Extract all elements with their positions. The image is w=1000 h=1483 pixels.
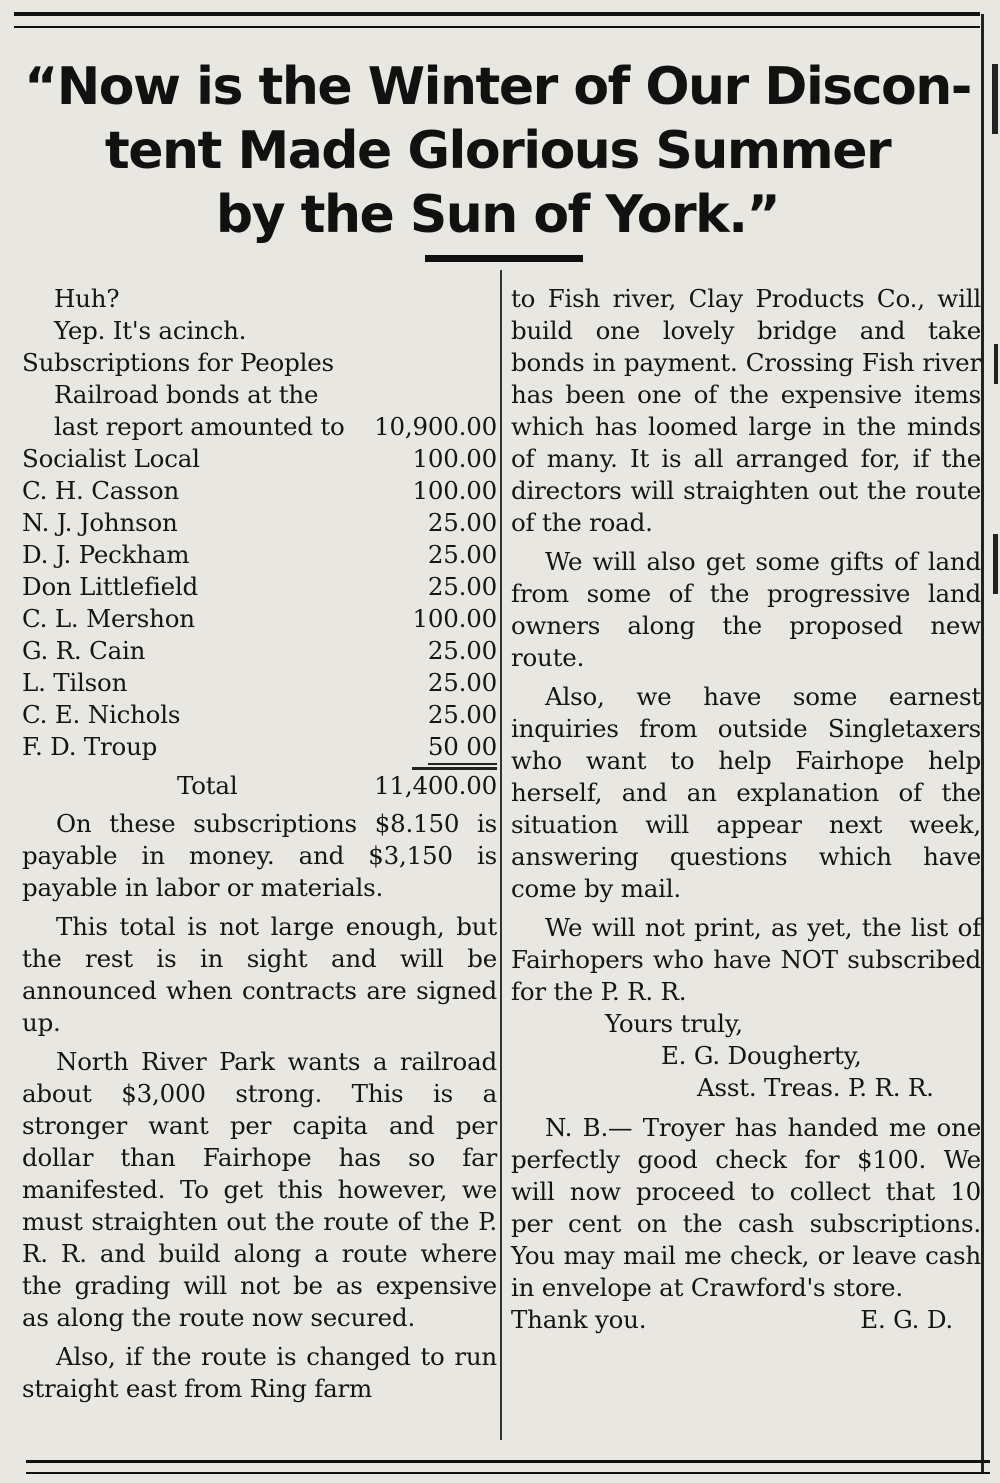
left-column	[22, 283, 497, 1412]
list-item	[22, 539, 497, 571]
subscriber-amount: 25.00	[427, 668, 497, 697]
paragraph: Also, if the route is changed to run straight east from Ring farm	[22, 1342, 497, 1403]
subscriber-amount: 50 00	[428, 731, 497, 765]
subscriber-name: C. H. Casson	[22, 476, 180, 505]
subscriber-name: L. Tilson	[22, 668, 128, 697]
subscriber-amount: 100.00	[412, 444, 497, 473]
subscriber-name: C. L. Mershon	[22, 604, 195, 633]
right-border-rule	[981, 14, 984, 1473]
intro-amount: 10,900.00	[374, 412, 497, 441]
signature-name: E. G. Dougherty,	[661, 1041, 862, 1070]
intro-line: Subscriptions for Peoples	[22, 348, 334, 377]
paragraph: to Fish river, Clay Products Co., will build one lovely bridge and take bonds in payment. Crossing Fish river has been one of the expensive items which has loomed large in the minds of many. It is all arranged for, if the directors will straighten out the route of the road.	[511, 284, 981, 537]
subscriber-name: N. J. Johnson	[22, 508, 178, 537]
top-border-rule-thin	[14, 26, 980, 28]
total-label: Total	[177, 771, 238, 800]
initials: E. G. D.	[860, 1305, 953, 1334]
subscriber-amount: 25.00	[427, 700, 497, 729]
nb-thanks: Thank you.	[511, 1305, 647, 1334]
opening-line: Huh?	[54, 284, 120, 313]
opening-line: Yep. It's acinch.	[54, 316, 247, 345]
list-item	[22, 731, 497, 765]
column-divider	[500, 270, 502, 1440]
paragraph: North River Park wants a railroad about $3,000 strong. This is a stronger want per capita and per dollar than Fairhope has so far manifested. To get this however, we must straighten out the route of the P. R. R. and build along a route where the grading will not be as expensive as along the route now secured.	[22, 1047, 497, 1332]
list-item	[22, 635, 497, 667]
paragraph: Also, we have some earnest inquiries from outside Singletaxers who want to help Fairhope help herself, and an explanation of the situation will appear next week, answering questions which have come by mail.	[511, 682, 981, 903]
nb-paragraph: N. B.— Troyer has handed me one perfectly good check for $100. We will now proceed to collect that 10 per cent on the cash subscriptions. You may mail me check, or leave cash in envelope at Crawford's store.	[511, 1113, 981, 1302]
intro-line: Railroad bonds at the	[54, 380, 319, 409]
subscriber-amount: 25.00	[427, 572, 497, 601]
bottom-border-rule	[26, 1460, 990, 1463]
subscriber-name: G. R. Cain	[22, 636, 146, 665]
headline-line-2: tent Made Glorious Summer	[104, 121, 891, 181]
paragraph: This total is not large enough, but the rest is in sight and will be announced when contracts are signed up.	[22, 912, 497, 1037]
list-item	[22, 667, 497, 699]
subscriber-name: Socialist Local	[22, 444, 200, 473]
subscriber-name: C. E. Nichols	[22, 700, 181, 729]
intro-line: last report amounted to	[54, 412, 345, 441]
nb-closing-row	[511, 1304, 981, 1336]
adjacent-column-edge	[986, 14, 1000, 1473]
headline-divider	[425, 255, 583, 262]
closing: Yours truly,	[605, 1009, 743, 1038]
paragraph: On these subscriptions $8.150 is payable in money. and $3,150 is payable in labor or materials.	[22, 809, 497, 902]
headline-line-3: by the Sun of York.”	[215, 185, 780, 245]
list-item	[22, 475, 497, 507]
total-row	[22, 770, 497, 802]
headline	[20, 55, 975, 247]
subscriber-amount: 100.00	[412, 476, 497, 505]
subscriber-amount: 25.00	[427, 508, 497, 537]
subscriber-amount: 100.00	[412, 604, 497, 633]
headline-line-1: “Now is the Winter of Our Discon-	[24, 57, 971, 117]
paragraph: We will also get some gifts of land from some of the progressive land owners along the proposed new route.	[511, 547, 981, 672]
bottom-border-rule-thin	[26, 1472, 990, 1474]
subscriber-name: F. D. Troup	[22, 732, 158, 761]
intro-total-row	[22, 411, 497, 443]
subscriber-amount: 25.00	[427, 636, 497, 665]
list-item	[22, 443, 497, 475]
list-item	[22, 699, 497, 731]
subscription-list	[22, 443, 497, 765]
list-item	[22, 507, 497, 539]
signature-title: Asst. Treas. P. R. R.	[697, 1073, 934, 1102]
list-item	[22, 603, 497, 635]
right-column	[511, 283, 981, 1336]
subscriber-amount: 25.00	[427, 540, 497, 569]
subscriber-name: D. J. Peckham	[22, 540, 190, 569]
subscriber-name: Don Littlefield	[22, 572, 199, 601]
paragraph: We will not print, as yet, the list of Fairhopers who have NOT subscribed for the P. R. R.	[511, 913, 981, 1006]
list-item	[22, 571, 497, 603]
total-amount: 11,400.00	[374, 771, 497, 800]
top-border-rule	[14, 12, 980, 16]
